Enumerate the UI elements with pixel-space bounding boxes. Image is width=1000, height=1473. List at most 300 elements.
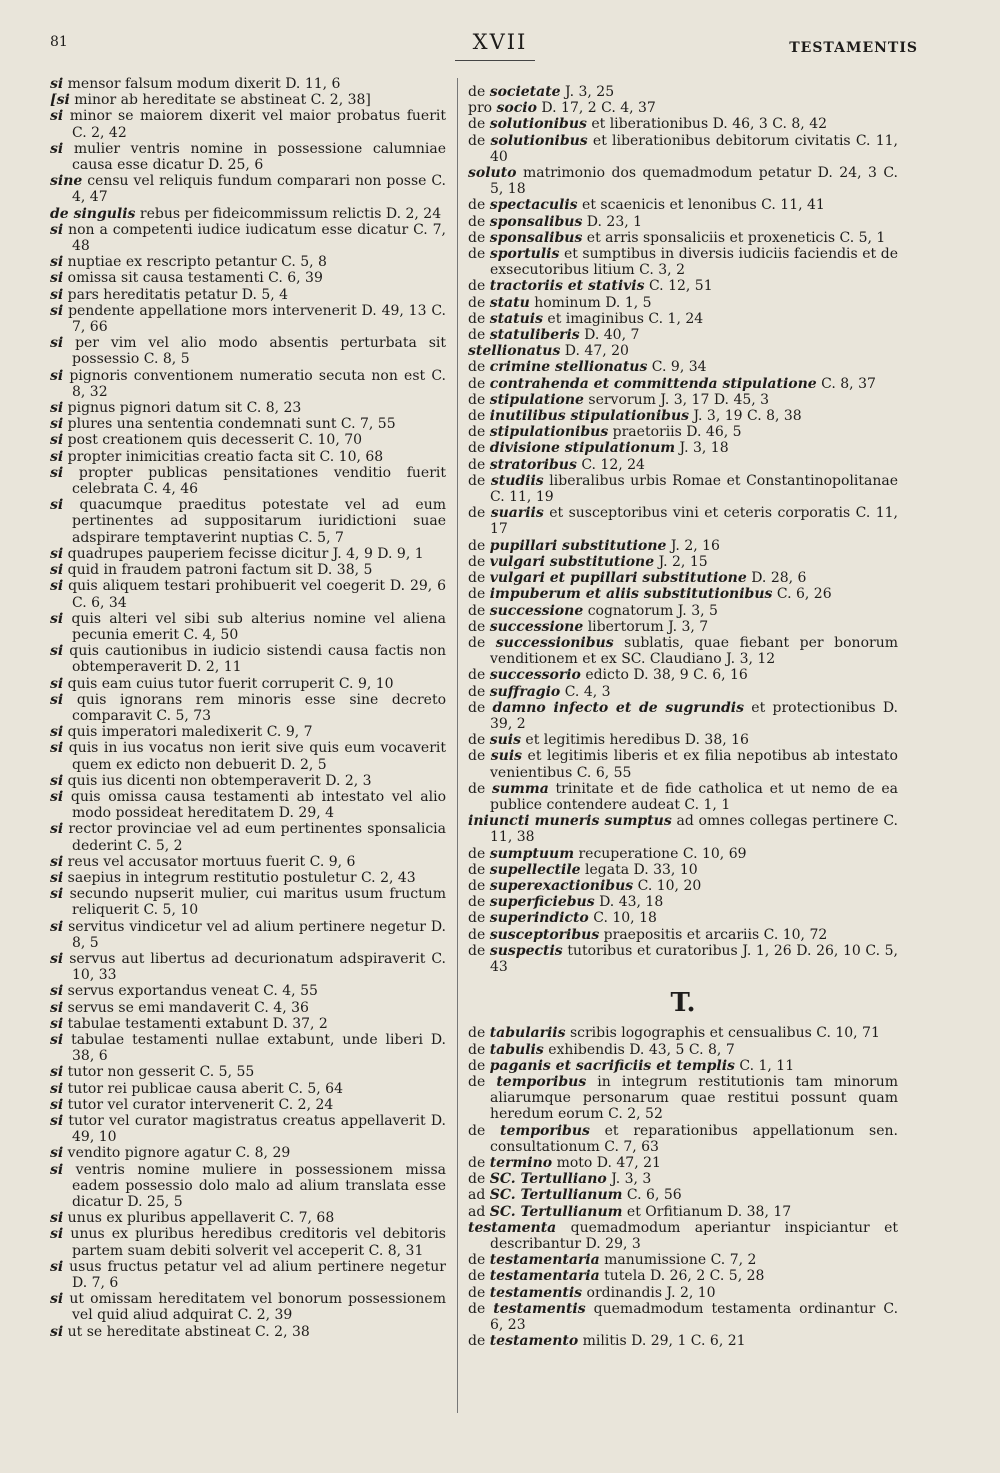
right-column-t-entries	[468, 1025, 898, 1349]
entry-text: tutor non gesserit C. 5, 55	[67, 1064, 255, 1081]
entry-keyword: crimine stellionatus	[489, 359, 648, 376]
entry-keyword: si	[50, 286, 64, 303]
entry-keyword: si	[50, 400, 64, 417]
entry-text: manumissione C. 7, 2	[604, 1252, 757, 1269]
page-header	[0, 30, 1000, 70]
entry-text: pendente appellatione mors intervenerit D. 49, 13 C. 7, 66	[68, 302, 447, 336]
entry-text: moto D. 47, 21	[556, 1155, 661, 1171]
entry-keyword: superficiebus	[489, 894, 595, 911]
entry-text: omissa sit causa testamenti C. 6, 39	[67, 270, 323, 287]
index-entry	[468, 376, 898, 392]
entry-prefix: de	[468, 278, 486, 295]
entry-keyword: damno infecto et de sugrundis	[492, 699, 744, 716]
entry-keyword: si	[50, 367, 64, 384]
index-entry	[50, 821, 446, 853]
entry-prefix: de	[468, 602, 486, 619]
index-entry	[50, 578, 446, 610]
index-entry	[50, 254, 446, 270]
entry-prefix: de	[468, 1171, 486, 1188]
entry-text: tabulae testamenti nullae extabunt, unde liberi D. 38, 6	[71, 1031, 446, 1065]
entry-keyword: stellionatus	[468, 343, 561, 360]
entry-prefix: de	[468, 456, 486, 473]
entry-keyword: statuis	[489, 310, 543, 327]
index-entry	[50, 1145, 446, 1161]
entry-prefix: de	[468, 732, 486, 749]
index-entry	[50, 546, 446, 562]
entry-keyword: si	[50, 1323, 64, 1340]
index-entry	[468, 392, 898, 408]
entry-keyword: successorio	[489, 667, 581, 684]
entry-text: C. 9, 34	[651, 359, 707, 376]
entry-text: sublatis, quae fiebant per bonorum venditionem et ex SC. Claudiano J. 3, 12	[490, 634, 898, 668]
entry-prefix: de	[468, 942, 486, 959]
entry-text: C. 6, 26	[776, 586, 832, 603]
entry-prefix: de	[468, 1268, 486, 1285]
entry-keyword: temporibus	[500, 1122, 590, 1139]
entry-text: quis imperatori maledixerit C. 9, 7	[67, 724, 313, 741]
entry-prefix: de	[468, 1073, 486, 1090]
index-entry	[50, 1097, 446, 1113]
entry-text: J. 3, 25	[565, 84, 615, 100]
entry-prefix: de	[468, 586, 486, 603]
entry-text: C. 4, 3	[564, 683, 611, 700]
index-entry	[468, 359, 898, 375]
entry-keyword: si	[50, 254, 64, 271]
index-entry	[468, 1123, 898, 1155]
entry-text: mensor falsum modum dixerit D. 11, 6	[67, 76, 341, 92]
entry-keyword: studiis	[490, 472, 544, 489]
index-entry	[50, 611, 446, 643]
index-entry	[468, 619, 898, 635]
index-entry	[468, 781, 898, 813]
entry-prefix: de	[468, 359, 486, 376]
index-entry	[468, 473, 898, 505]
page-number: 81	[50, 34, 68, 50]
running-title: TESTAMENTIS	[789, 40, 918, 56]
entry-prefix: de	[468, 537, 486, 554]
entry-text: J. 2, 15	[658, 553, 708, 570]
entry-keyword: si	[50, 675, 64, 692]
entry-text: et legitimis liberis et ex filia nepotibus ab intestato venientibus C. 6, 55	[490, 748, 898, 781]
entry-text: quis ius dicenti non obtemperaverit D. 2, 3	[67, 772, 372, 789]
entry-prefix: pro	[468, 100, 493, 117]
index-entry	[50, 1064, 446, 1080]
entry-keyword: si	[50, 1015, 64, 1032]
entry-text: quemadmodum aperiantur inspiciantur et describantur D. 29, 3	[490, 1219, 899, 1253]
entry-prefix: de	[468, 634, 486, 651]
entry-text: et liberationibus debitorum civitatis C. 11, 40	[490, 132, 899, 165]
entry-text: tutor vel curator intervenerit C. 2, 24	[67, 1096, 334, 1113]
entry-keyword: si	[50, 869, 64, 886]
entry-text: et Orfitianum D. 38, 17	[626, 1203, 792, 1220]
entry-prefix: de	[468, 132, 486, 149]
index-entry	[468, 894, 898, 910]
entry-text: servus exportandus veneat C. 4, 55	[67, 983, 318, 1000]
entry-keyword: si	[50, 497, 64, 514]
entry-text: et arris sponsaliciis et proxeneticis C. 5, 1	[586, 229, 886, 246]
entry-text: J. 3, 19 C. 8, 38	[693, 408, 802, 425]
index-entry	[468, 246, 898, 278]
entry-text: C. 12, 24	[581, 456, 645, 473]
title-rule	[455, 60, 535, 61]
index-entry	[50, 1291, 446, 1323]
column-divider	[457, 78, 458, 1413]
index-entry	[50, 854, 446, 870]
entry-keyword: temporibus	[496, 1073, 587, 1090]
entry-keyword: si	[50, 562, 64, 579]
entry-text: quis in ius vocatus non ierit sive quis eum vocaverit quem ex edicto non debuerit D. 2, 5	[68, 740, 447, 773]
index-entry	[468, 197, 898, 213]
entry-keyword: supellectile	[489, 861, 581, 878]
index-entry	[50, 206, 446, 222]
entry-text: quis alteri vel sibi sub alterius nomine vel aliena pecunia emerit C. 4, 50	[71, 610, 446, 643]
entry-keyword: socio	[496, 100, 537, 117]
index-entry	[468, 700, 898, 732]
entry-text: unus ex pluribus heredibus creditoris vel debitoris partem suam debiti solverit vel acceperit C. 8, 31	[70, 1226, 446, 1259]
entry-keyword: si	[50, 643, 64, 660]
entry-text: per vim vel alio modo absentis perturbata sit possessio C. 8, 5	[72, 335, 447, 368]
index-entry	[50, 1000, 446, 1016]
index-entry	[468, 133, 898, 165]
entry-text: tutor vel curator magistratus creatus appellaverit D. 49, 10	[68, 1113, 446, 1146]
entry-text: tabulae testamenti extabunt D. 37, 2	[67, 1015, 328, 1032]
index-entry	[468, 1301, 898, 1333]
entry-keyword: si	[50, 691, 64, 708]
index-entry	[468, 586, 898, 602]
entry-keyword: si	[50, 464, 64, 481]
index-entry	[468, 1171, 898, 1187]
entry-keyword: testamentaria	[489, 1252, 600, 1269]
entry-prefix: de	[468, 229, 486, 246]
entry-keyword: si	[50, 1031, 64, 1048]
entry-keyword: si	[50, 108, 64, 125]
index-entry	[50, 740, 446, 772]
entry-text: tutor rei publicae causa aberit C. 5, 64	[67, 1080, 343, 1097]
entry-text: et imaginibus C. 1, 24	[547, 310, 704, 327]
entry-text: tutoribus et curatoribus J. 1, 26 D. 26, 10 C. 5, 43	[490, 942, 898, 975]
entry-prefix: de	[468, 327, 486, 344]
left-column	[50, 76, 446, 1340]
entry-keyword: statuliberis	[489, 327, 580, 344]
entry-text: recuperatione C. 10, 69	[578, 845, 747, 862]
entry-keyword: si	[50, 1291, 64, 1308]
index-entry	[50, 76, 446, 92]
entry-keyword: soluto	[468, 165, 517, 182]
entry-text: quadrupes pauperiem fecisse dicitur J. 4, 9 D. 9, 1	[67, 545, 424, 562]
entry-keyword: stipulatione	[489, 391, 584, 408]
entry-text: servus aut libertus ad decurionatum adspiraverit C. 10, 33	[69, 950, 446, 984]
entry-text: D. 28, 6	[751, 570, 807, 587]
entry-keyword: si	[50, 1096, 64, 1113]
entry-keyword: societate	[489, 84, 561, 100]
entry-keyword: si	[50, 1210, 64, 1227]
index-entry	[468, 343, 898, 359]
entry-prefix: de	[468, 310, 486, 327]
index-entry	[468, 424, 898, 440]
entry-text: et protectionibus D. 39, 2	[490, 699, 898, 732]
entry-prefix: de	[468, 910, 486, 927]
entry-prefix: de	[468, 570, 486, 587]
section-letter: T.	[670, 988, 696, 1019]
index-entry	[468, 635, 898, 667]
entry-text: trinitate et de fide catholica et ut nemo de ea publice contendere audeat C. 1, 1	[490, 780, 898, 813]
index-entry	[50, 919, 446, 951]
entry-text: liberalibus urbis Romae et Constantinopolitanae C. 11, 19	[490, 472, 898, 506]
entry-prefix: de	[468, 780, 486, 797]
entry-keyword: testamentaria	[489, 1268, 600, 1285]
entry-prefix: de	[468, 926, 486, 943]
entry-text: tutela D. 26, 2 C. 5, 28	[604, 1268, 765, 1285]
entry-text: D. 43, 18	[599, 894, 664, 911]
entry-keyword: stratoribus	[489, 456, 577, 473]
entry-text: in integrum restitutionis tam minorum aliarumque personarum quae restitui possunt quam heredum eorum C. 2, 52	[490, 1073, 899, 1123]
entry-keyword: suffragio	[489, 683, 561, 700]
index-entry	[468, 1204, 898, 1220]
entry-keyword: paganis et sacrificiis et templis	[489, 1057, 735, 1074]
index-entry	[50, 497, 446, 546]
index-entry	[468, 1220, 898, 1252]
entry-prefix: de	[468, 472, 486, 489]
entry-text: exhibendis D. 43, 5 C. 8, 7	[548, 1041, 735, 1058]
entry-keyword: si	[50, 578, 64, 595]
entry-text: C. 8, 37	[821, 375, 876, 392]
entry-text: quacumque praeditus potestate vel ad eum pertinentes ad suppositarum iuridictioni suae adspirare temptaverint nuptias C. 5, 7	[72, 497, 446, 546]
index-entry	[468, 230, 898, 246]
entry-text: servorum J. 3, 17 D. 45, 3	[588, 391, 770, 408]
entry-text: secundo nupserit mulier, cui maritus usum fructum reliquerit C. 5, 10	[69, 886, 446, 919]
entry-prefix: de	[468, 246, 486, 263]
entry-text: saepius in integrum restitutio postuletur C. 2, 43	[67, 869, 416, 886]
entry-text: praepositis et arcariis C. 10, 72	[603, 926, 828, 943]
entry-text: ut se hereditate abstineat C. 2, 38	[67, 1323, 310, 1340]
index-entry	[50, 1226, 446, 1258]
entry-text: ut omissam hereditatem vel bonorum possessionem vel quid aliud adquirat C. 2, 39	[69, 1291, 446, 1324]
entry-keyword: si	[50, 76, 64, 92]
entry-keyword: vulgari substitutione	[489, 553, 655, 570]
entry-text: quis aliquem testari prohibuerit vel coegerit D. 29, 6 C. 6, 34	[68, 578, 447, 611]
right-column	[468, 84, 898, 1349]
entry-keyword: pupillari substitutione	[489, 537, 667, 554]
index-entry	[50, 886, 446, 918]
entry-text: servitus vindicetur vel ad alium pertinere negetur D. 8, 5	[68, 918, 446, 951]
entry-keyword: sponsalibus	[489, 213, 583, 230]
entry-text: J. 3, 18	[679, 440, 729, 457]
entry-keyword: si	[50, 432, 64, 449]
index-entry	[50, 676, 446, 692]
entry-keyword: suis	[490, 748, 523, 765]
entry-prefix: de	[468, 877, 486, 894]
entry-prefix: de	[468, 667, 486, 684]
page-title: XVII	[472, 30, 528, 54]
index-entry	[50, 562, 446, 578]
entry-prefix: de	[468, 683, 486, 700]
entry-keyword: testamentis	[493, 1300, 586, 1317]
entry-keyword: si	[50, 886, 64, 903]
entry-text: et sumptibus in diversis iudiciis faciendis et de exsecutoribus litium C. 3, 2	[490, 246, 898, 279]
entry-keyword: [si	[50, 92, 70, 109]
entry-prefix: de	[468, 894, 486, 911]
index-entry	[468, 878, 898, 894]
entry-prefix: de	[468, 440, 486, 457]
entry-keyword: successionibus	[495, 634, 614, 651]
entry-keyword: si	[50, 1258, 64, 1275]
entry-prefix: de	[468, 1057, 486, 1074]
index-entry	[50, 108, 446, 140]
index-entry	[468, 116, 898, 132]
entry-prefix: de	[468, 391, 486, 408]
index-entry	[50, 1016, 446, 1032]
index-entry	[50, 92, 446, 108]
entry-keyword: si	[50, 918, 64, 935]
index-entry	[468, 214, 898, 230]
entry-prefix: de	[468, 1155, 486, 1171]
entry-keyword: si	[50, 1113, 64, 1129]
entry-keyword: inutilibus stipulationibus	[489, 408, 690, 425]
index-entry	[50, 368, 446, 400]
entry-keyword: tabulariis	[489, 1025, 566, 1042]
index-entry	[468, 732, 898, 748]
entry-text: quid in fraudem patroni factum sit D. 38, 5	[67, 562, 373, 579]
entry-prefix: ad	[468, 1187, 486, 1204]
entry-keyword: iniuncti muneris sumptus	[468, 813, 672, 830]
index-entry	[50, 416, 446, 432]
index-entry	[50, 141, 446, 173]
entry-keyword: suspectis	[489, 942, 563, 959]
index-entry	[50, 335, 446, 367]
entry-keyword: si	[50, 1064, 64, 1081]
index-entry	[50, 303, 446, 335]
index-entry	[468, 538, 898, 554]
index-entry	[468, 748, 898, 780]
index-entry	[468, 84, 898, 100]
entry-keyword: tractoriis et stativis	[489, 278, 645, 295]
index-entry	[468, 554, 898, 570]
index-entry	[468, 862, 898, 878]
entry-keyword: testamenta	[468, 1219, 557, 1236]
entry-prefix: de	[468, 1041, 486, 1058]
entry-keyword: si	[50, 221, 64, 238]
index-entry	[468, 1074, 898, 1123]
index-entry	[468, 846, 898, 862]
right-column-s-entries	[468, 84, 898, 975]
entry-keyword: si	[50, 335, 64, 352]
entry-prefix: de	[468, 424, 486, 441]
entry-text: C. 10, 20	[637, 877, 702, 894]
entry-text: pignoris conventionem numeratio secuta non est C. 8, 32	[69, 367, 446, 400]
entry-keyword: SC. Tertullianum	[489, 1203, 623, 1220]
entry-text: quis omissa causa testamenti ab intestato vel alio modo possideat hereditatem D. 29, 4	[70, 788, 446, 822]
index-entry	[50, 951, 446, 983]
entry-text: legata D. 33, 10	[585, 861, 698, 878]
index-entry	[50, 1259, 446, 1291]
entry-keyword: si	[50, 983, 64, 1000]
index-entry	[50, 465, 446, 497]
entry-prefix: de	[468, 1252, 486, 1269]
entry-text: quis ignorans rem minoris esse sine decreto comparavit C. 5, 73	[72, 691, 447, 724]
entry-text: C. 1, 11	[739, 1057, 795, 1074]
entry-text: et legitimis heredibus D. 38, 16	[525, 732, 749, 749]
entry-keyword: si	[50, 772, 64, 789]
entry-text: quemadmodum testamenta ordinantur C. 6, 23	[490, 1300, 899, 1334]
entry-keyword: si	[50, 545, 64, 562]
index-entry	[50, 449, 446, 465]
index-entry	[468, 1187, 898, 1203]
entry-keyword: si	[50, 1145, 64, 1162]
entry-prefix: de	[468, 618, 486, 635]
entry-text: unus ex pluribus appellaverit C. 7, 68	[67, 1210, 335, 1227]
entry-prefix: de	[468, 699, 486, 716]
entry-text: censu vel reliquis fundum comparari non posse C. 4, 47	[72, 173, 446, 206]
entry-text: cognatorum J. 3, 5	[587, 602, 718, 619]
entry-text: post creationem quis decesserit C. 10, 70	[67, 432, 363, 449]
entry-text: D. 47, 20	[564, 343, 629, 360]
entry-keyword: successione	[489, 602, 584, 619]
entry-keyword: si	[50, 1226, 64, 1243]
entry-prefix: de	[468, 505, 486, 522]
entry-keyword: vulgari et pupillari substitutione	[489, 570, 747, 587]
entry-text: libertorum J. 3, 7	[587, 618, 709, 635]
index-entry	[50, 692, 446, 724]
entry-text: et scaenicis et lenonibus C. 11, 41	[582, 197, 825, 214]
entry-text: vendito pignore agatur C. 8, 29	[67, 1145, 291, 1162]
index-entry	[468, 457, 898, 473]
entry-text: mulier ventris nomine in possessione calumniae causa esse dicatur D. 25, 6	[72, 140, 447, 174]
entry-keyword: sponsalibus	[489, 229, 583, 246]
entry-text: minor ab hereditate se abstineat C. 2, 38]	[74, 92, 371, 109]
entry-keyword: si	[50, 821, 64, 838]
index-entry	[468, 1025, 898, 1041]
entry-text: servus se emi mandaverit C. 4, 36	[67, 999, 309, 1016]
entry-prefix: de	[468, 213, 486, 230]
entry-text: C. 6, 56	[626, 1187, 682, 1204]
entry-keyword: si	[50, 140, 64, 157]
index-entry	[468, 813, 898, 845]
index-entry	[468, 100, 898, 116]
entry-text: praetoriis D. 46, 5	[612, 424, 742, 441]
entry-text: pignus pignori datum sit C. 8, 23	[67, 400, 302, 417]
index-entry	[468, 603, 898, 619]
entry-keyword: si	[50, 950, 64, 967]
entry-prefix: de	[468, 116, 486, 133]
entry-keyword: tabulis	[489, 1041, 544, 1058]
entry-text: scribis logographis et censualibus C. 10, 71	[569, 1025, 880, 1042]
entry-keyword: stipulationibus	[489, 424, 609, 441]
entry-keyword: divisione stipulationum	[489, 440, 676, 457]
entry-keyword: si	[50, 1080, 64, 1097]
entry-text: J. 3, 3	[611, 1171, 652, 1188]
entry-keyword: sumptuum	[489, 845, 575, 862]
entry-text: J. 2, 16	[670, 537, 720, 554]
entry-keyword: si	[50, 270, 64, 287]
entry-prefix: de	[468, 1300, 486, 1317]
entry-text: usus fructus petatur vel ad alium pertinere negetur D. 7, 6	[69, 1258, 446, 1292]
entry-keyword: si	[50, 302, 64, 319]
index-entry	[50, 1162, 446, 1211]
index-entry	[50, 870, 446, 886]
entry-text: et susceptoribus vini et ceteris corporatis C. 11, 17	[490, 505, 899, 538]
index-entry	[50, 287, 446, 303]
index-entry	[50, 1032, 446, 1064]
entry-keyword: superexactionibus	[489, 877, 634, 894]
index-entry	[468, 1058, 898, 1074]
entry-keyword: sportulis	[489, 246, 560, 263]
entry-prefix: de	[468, 1284, 486, 1301]
entry-text: reus vel accusator mortuus fuerit C. 9, 6	[67, 853, 356, 870]
entry-prefix: de	[468, 294, 486, 311]
entry-text: plures una sententia condemnati sunt C. 7, 55	[67, 416, 396, 433]
index-entry	[468, 1252, 898, 1268]
index-entry	[50, 1324, 446, 1340]
